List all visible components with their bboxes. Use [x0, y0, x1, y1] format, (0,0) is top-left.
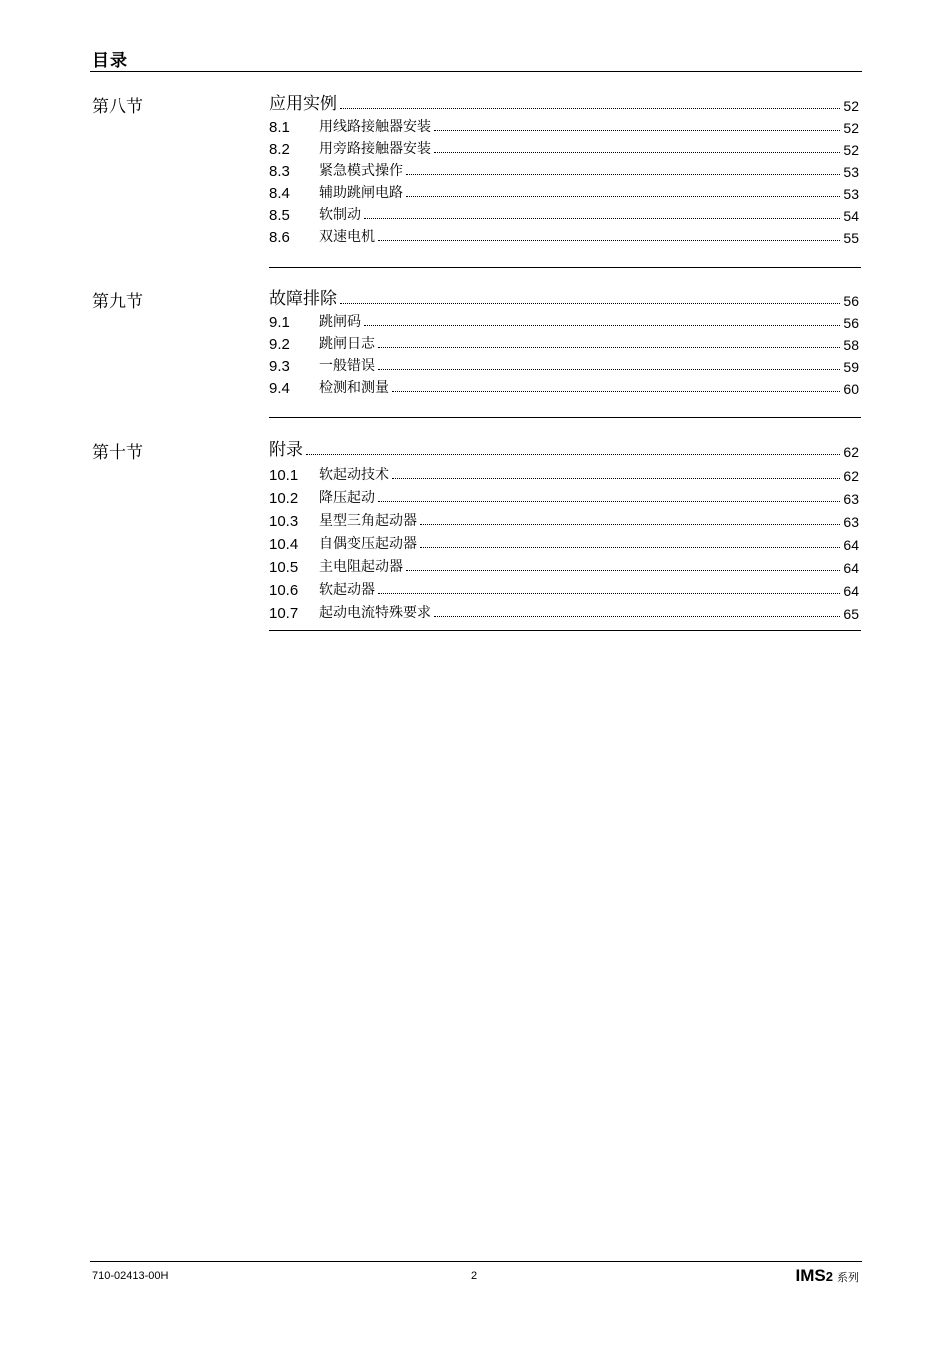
- dot-leader: [434, 151, 840, 153]
- toc-heading[interactable]: [269, 287, 859, 309]
- toc-item[interactable]: [269, 507, 859, 530]
- toc-list: [269, 309, 859, 397]
- toc-item-text: 一般错误: [319, 358, 375, 374]
- toc-page-number: 54: [843, 208, 859, 224]
- toc-item-text: 双速电机: [319, 229, 375, 245]
- dot-leader: [378, 346, 840, 348]
- toc-item-number: 9.4: [269, 380, 290, 397]
- section-label: 第十节: [92, 443, 143, 463]
- toc-item[interactable]: [269, 331, 859, 353]
- toc-page-number: 60: [843, 381, 859, 397]
- toc-item-number: 9.2: [269, 336, 290, 353]
- toc-item[interactable]: [269, 576, 859, 599]
- toc-item-text: 检测和测量: [319, 380, 389, 396]
- section-divider: [269, 417, 861, 418]
- toc-item[interactable]: [269, 309, 859, 331]
- dot-leader: [378, 239, 840, 241]
- toc-page-number: 56: [843, 293, 859, 309]
- dot-leader: [364, 217, 840, 219]
- dot-leader: [434, 615, 840, 617]
- toc-item-number: 8.3: [269, 163, 290, 180]
- page-title: 目录: [92, 51, 128, 71]
- dot-leader: [378, 500, 840, 502]
- toc-page-number: 52: [843, 142, 859, 158]
- dot-leader: [392, 390, 840, 392]
- toc-heading-text: 附录: [269, 440, 303, 460]
- toc-item-number: 10.1: [269, 467, 299, 484]
- toc-item-text: 软起动技术: [319, 467, 389, 483]
- toc-item-text: 用线路接触器安装: [319, 119, 431, 135]
- dot-leader: [434, 129, 840, 131]
- section-label: 第八节: [92, 97, 143, 117]
- toc-item[interactable]: [269, 202, 859, 224]
- toc-page-number: 64: [843, 537, 859, 553]
- toc-item-text: 跳闸日志: [319, 336, 375, 352]
- toc-item[interactable]: [269, 553, 859, 576]
- toc-item-text: 主电阻起动器: [319, 559, 403, 575]
- dot-leader: [406, 173, 840, 175]
- toc-page-number: 64: [843, 583, 859, 599]
- dot-leader: [378, 592, 840, 594]
- toc-item-number: 8.2: [269, 141, 290, 158]
- toc-item[interactable]: [269, 375, 859, 397]
- toc-list: [269, 461, 859, 622]
- toc-item[interactable]: [269, 484, 859, 507]
- toc-item[interactable]: [269, 114, 859, 136]
- toc-item[interactable]: [269, 599, 859, 622]
- toc-item-text: 降压起动: [319, 490, 375, 506]
- document-code: 710-02413-00H: [92, 1270, 169, 1282]
- toc-item-number: 8.4: [269, 185, 290, 202]
- toc-page-number: 62: [843, 468, 859, 484]
- toc-item[interactable]: [269, 353, 859, 375]
- toc-item-number: 10.5: [269, 559, 299, 576]
- toc-item[interactable]: [269, 158, 859, 180]
- footer-divider: [90, 1261, 862, 1262]
- toc-item-number: 10.6: [269, 582, 299, 599]
- section-divider: [269, 630, 861, 631]
- toc-item-number: 10.3: [269, 513, 299, 530]
- toc-page-number: 59: [843, 359, 859, 375]
- toc-page-number: 62: [843, 444, 859, 460]
- toc-heading-text: 故障排除: [269, 289, 337, 309]
- toc-item-text: 软制动: [319, 207, 361, 223]
- toc-item[interactable]: [269, 530, 859, 553]
- toc-page-number: 53: [843, 164, 859, 180]
- toc-page-number: 64: [843, 560, 859, 576]
- series-label: 系列: [837, 1271, 859, 1284]
- dot-leader: [420, 523, 840, 525]
- toc-page-number: 58: [843, 337, 859, 353]
- dot-leader: [420, 546, 840, 548]
- dot-leader: [340, 107, 840, 109]
- toc-item-text: 辅助跳闸电路: [319, 185, 403, 201]
- section-divider: [269, 267, 861, 268]
- brand-number: 2: [825, 1269, 833, 1284]
- toc-item-number: 10.4: [269, 536, 299, 553]
- toc-item[interactable]: [269, 461, 859, 484]
- page-number: 2: [471, 1270, 478, 1282]
- toc-item-number: 8.1: [269, 119, 290, 136]
- dot-leader: [340, 302, 840, 304]
- toc-list: [269, 114, 859, 246]
- toc-page-number: 63: [843, 514, 859, 530]
- toc-heading[interactable]: [269, 438, 859, 460]
- toc-item-number: 8.5: [269, 207, 290, 224]
- toc-page-number: 52: [843, 98, 859, 114]
- toc-page-number: 55: [843, 230, 859, 246]
- product-brand: [796, 1266, 859, 1286]
- toc-item[interactable]: [269, 180, 859, 202]
- brand-name: IMS: [795, 1266, 826, 1285]
- toc-item[interactable]: [269, 136, 859, 158]
- toc-item-text: 自偶变压起动器: [319, 536, 417, 552]
- toc-page-number: 56: [843, 315, 859, 331]
- toc-page-number: 63: [843, 491, 859, 507]
- toc-item-text: 星型三角起动器: [319, 513, 417, 529]
- dot-leader: [378, 368, 840, 370]
- toc-item-number: 9.1: [269, 314, 290, 331]
- toc-heading[interactable]: [269, 92, 859, 114]
- toc-item-text: 软起动器: [319, 582, 375, 598]
- toc-item[interactable]: [269, 224, 859, 246]
- dot-leader: [406, 569, 840, 571]
- dot-leader: [306, 453, 840, 455]
- toc-item-number: 10.2: [269, 490, 299, 507]
- title-divider: [90, 71, 862, 72]
- toc-item-text: 紧急模式操作: [319, 163, 403, 179]
- toc-item-text: 跳闸码: [319, 314, 361, 330]
- toc-heading-text: 应用实例: [269, 94, 337, 114]
- section-label: 第九节: [92, 292, 143, 312]
- toc-page-number: 52: [843, 120, 859, 136]
- toc-item-number: 9.3: [269, 358, 290, 375]
- toc-page-number: 65: [843, 606, 859, 622]
- toc-item-text: 用旁路接触器安装: [319, 141, 431, 157]
- dot-leader: [392, 477, 840, 479]
- toc-item-text: 起动电流特殊要求: [319, 605, 431, 621]
- dot-leader: [406, 195, 840, 197]
- toc-item-number: 8.6: [269, 229, 290, 246]
- toc-item-number: 10.7: [269, 605, 299, 622]
- dot-leader: [364, 324, 840, 326]
- toc-page-number: 53: [843, 186, 859, 202]
